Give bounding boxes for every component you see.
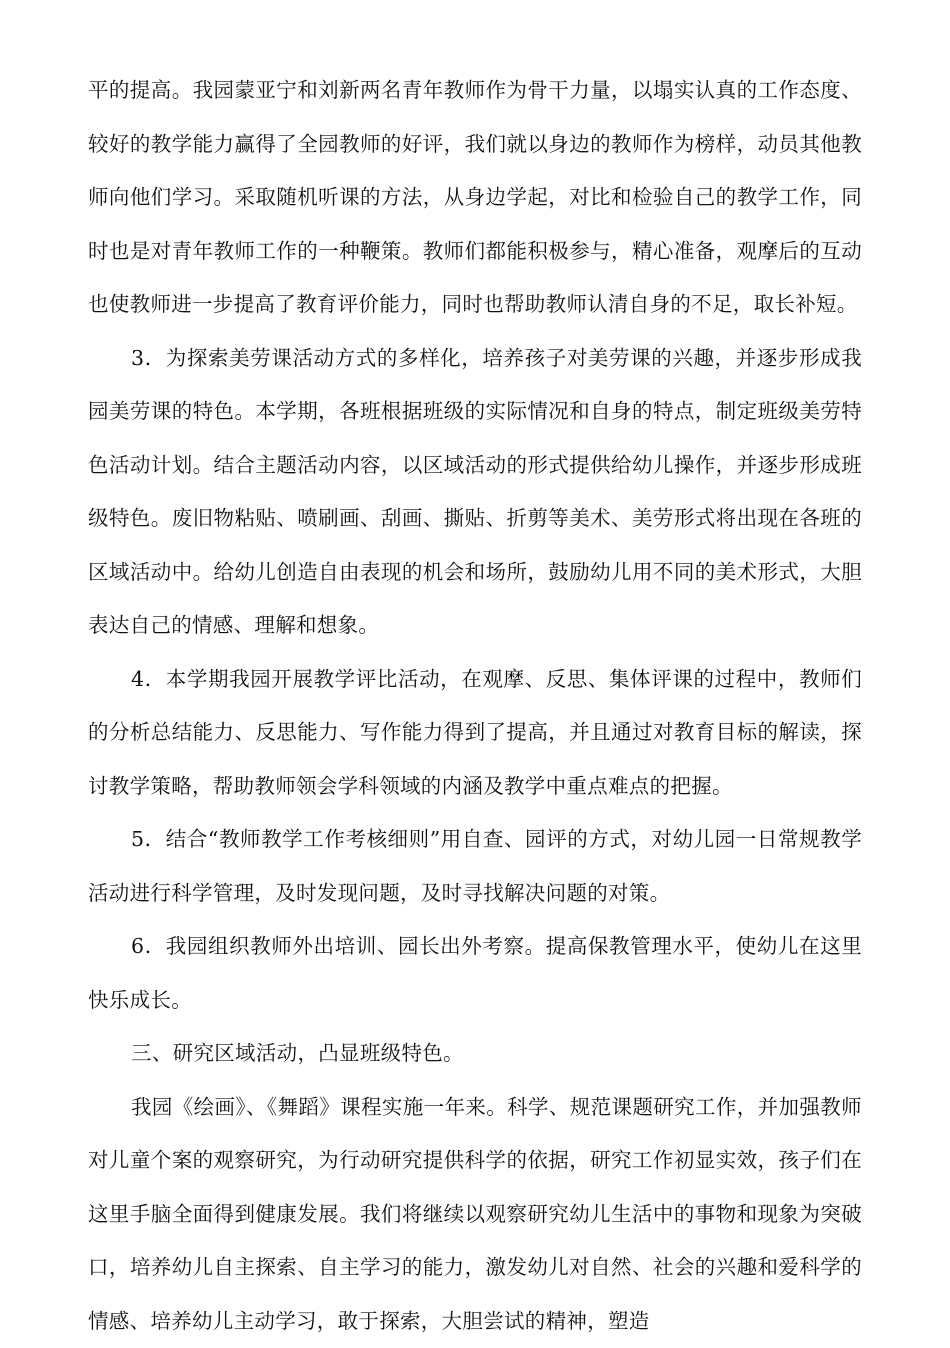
paragraph-item-6: 6．我园组织教师外出培训、园长出外考察。提高保教管理水平，使幼儿在这里快乐成长。 — [88, 920, 862, 1027]
document-page — [88, 64, 862, 1348]
paragraph-item-4: 4．本学期我园开展教学评比活动，在观摩、反思、集体评课的过程中，教师们的分析总结能力、反思能力、写作能力得到了提高，并且通过对教育目标的解读，探讨教学策略，帮助教师领会学科领域的内涵及教学中重点难点的把握。 — [88, 653, 862, 814]
paragraph-item-5: 5．结合“教师教学工作考核细则”用自查、园评的方式，对幼儿园一日常规教学活动进行科学管理，及时发现问题，及时寻找解决问题的对策。 — [88, 813, 862, 920]
paragraph-item-3: 3．为探索美劳课活动方式的多样化，培养孩子对美劳课的兴趣，并逐步形成我园美劳课的特色。本学期，各班根据班级的实际情况和自身的特点，制定班级美劳特色活动计划。结合主题活动内容，以区域活动的形式提供给幼儿操作，并逐步形成班级特色。废旧物粘贴、喷刷画、刮画、撕贴、折剪等美术、美劳形式将出现在各班的区域活动中。给幼儿创造自由表现的机会和场所，鼓励幼儿用不同的美术形式，大胆表达自己的情感、理解和想象。 — [88, 332, 862, 653]
paragraph-section-3-body: 我园《绘画》、《舞蹈》课程实施一年来。科学、规范课题研究工作，并加强教师对儿童个案的观察研究，为行动研究提供科学的依据，研究工作初显实效，孩子们在这里手脑全面得到健康发展。我们将继续以观察研究幼儿生活中的事物和现象为突破口，培养幼儿自主探索、自主学习的能力，激发幼儿对自然、社会的兴趣和爱科学的情感、培养幼儿主动学习，敢于探索，大胆尝试的精神，塑造 — [88, 1081, 862, 1348]
paragraph-continuation: 平的提高。我园蒙亚宁和刘新两名青年教师作为骨干力量，以塌实认真的工作态度、较好的教学能力赢得了全园教师的好评，我们就以身边的教师作为榜样，动员其他教师向他们学习。采取随机听课的方法，从身边学起，对比和检验自己的教学工作，同时也是对青年教师工作的一种鞭策。教师们都能积极参与，精心准备，观摩后的互动也使教师进一步提高了教育评价能力，同时也帮助教师认清自身的不足，取长补短。 — [88, 64, 862, 332]
section-heading-3: 三、研究区域活动，凸显班级特色。 — [88, 1027, 862, 1081]
